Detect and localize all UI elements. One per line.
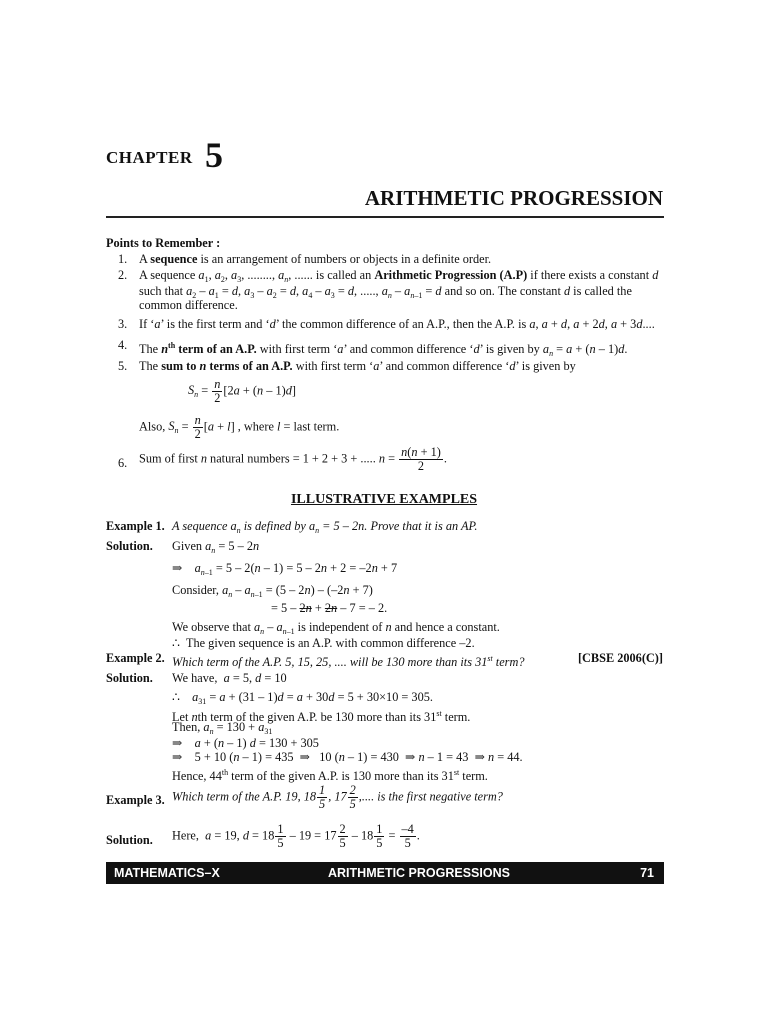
solution-label: Solution. (106, 539, 153, 553)
solution-2-line: Let nth term of the given A.P. be 130 more than its 31st term. (172, 709, 471, 724)
chapter-label: CHAPTER (106, 148, 193, 167)
point-1-text: A sequence is an arrangement of numbers or objects in a definite order. (139, 252, 492, 266)
point-number: 4. (118, 338, 128, 352)
page-number: 71 (640, 866, 654, 880)
point-2-text-line3: common difference. (139, 298, 238, 312)
solution-1-line: ∴ The given sequence is an A.P. with common difference –2. (172, 636, 475, 650)
solution-1-line: = 5 – 2n + 2n – 7 = – 2. (271, 601, 388, 615)
section-title: ILLUSTRATIVE EXAMPLES (290, 492, 478, 507)
point-number: 5. (118, 359, 128, 373)
point-number: 6. (118, 456, 128, 470)
example-label: Example 2. (106, 651, 165, 665)
solution-3-line: Here, a = 19, d = 18 $\frac{1}{5}$ – 19 = 17 $\frac{2}{5}$ – 18 $\frac{1}{5}$ = $\frac{-4}{5}$ . (172, 822, 420, 850)
point-number: 3. (118, 317, 128, 331)
points-heading: Points to Remember : (106, 236, 221, 250)
sum-formula: $S_n$ = $\frac{n}{2}$ [2a + (n – 1)d] (188, 377, 296, 405)
example-1-question: A sequence $a_n$ is defined by $a_n = 5 - 2n$. Prove that it is an AP. (172, 519, 478, 535)
exam-reference: [CBSE 2006(C)] (577, 651, 663, 665)
solution-2-line: ⇒ 5 + 10 (n – 1) = 435 ⇒ 10 (n – 1) = 430 ⇒ n – 1 = 43 ⇒ n = 44. (172, 750, 523, 764)
point-2-text: A sequence $a_1$, $a_2$, $a_3$, ........, $a_n$, ...... is called an Arithmetic Progression (A.P) if there exists a constant d (139, 268, 659, 284)
solution-2-line: Hence, 44th term of the given A.P. is 130 more than its 31st term. (172, 768, 488, 783)
solution-1-line: ⇒ $a_{n-1} = 5 - 2(n - 1) = 5 - 2n + 2 = -2n + 7$ (172, 561, 398, 577)
solution-label: Solution. (106, 671, 153, 685)
solution-2-line: ⇒ a + (n – 1) d = 130 + 305 (172, 736, 319, 750)
point-5-text: The sum to n terms of an A.P. with first term ‘a’ and common difference ‘d’ is given by (139, 359, 576, 373)
point-number: 2. (118, 268, 128, 282)
example-3-question: Which term of the A.P. 19, 18 $\frac{1}{5}$ , 17 $\frac{2}{5}$ ,.... is the first negative term? (172, 783, 503, 811)
point-3-text: If ‘a’ is the first term and ‘d’ the common difference of an A.P., then the A.P. is a, a + d, a + 2d, a + 3d.... (139, 317, 655, 331)
point-2-text-line2: such that $a_2 - a_1 = d$, $a_3 - a_2 = d$, $a_4 - a_3 = d$, ....., $a_n - a_{n-1} = d$ and so on. The constant d is called the (139, 284, 632, 300)
sum-formula-alt: Also, $S_n$ = $\frac{n}{2}$ [a + l] , where l = last term. (139, 413, 340, 441)
page-footer (106, 862, 664, 884)
solution-label: Solution. (106, 833, 153, 847)
solution-2-line: ∴ $a_{31} = a + (31 - 1)d = a + 30d = 5 + 30\times 10 = 305$. (172, 690, 433, 706)
example-2-question: Which term of the A.P. 5, 15, 25, .... will be 130 more than its 31st term? (172, 654, 525, 669)
solution-1-line: Given $a_n = 5 - 2n$ (172, 539, 260, 555)
chapter-title: ARITHMETIC PROGRESSION (364, 186, 663, 210)
point-4-text: The $n^{th}$ term of an A.P. with first term ‘a’ and common difference ‘d’ is given by $a_n = a + (n - 1)d$. (139, 341, 628, 358)
solution-1-line: We observe that $a_n - a_{n-1}$ is independent of n and hence a constant. (172, 620, 500, 636)
chapter-number: 5 (205, 135, 223, 175)
footer-chapter: ARITHMETIC PROGRESSIONS (328, 866, 510, 880)
title-divider (106, 216, 664, 218)
solution-2-line: Then, $a_n = 130 + a_{31}$ (172, 720, 273, 736)
footer-subject: MATHEMATICS–X (114, 866, 220, 880)
example-label: Example 3. (106, 793, 165, 807)
solution-2-line: We have, a = 5, d = 10 (172, 671, 287, 685)
point-number: 1. (118, 252, 128, 266)
solution-1-line: Consider, $a_n - a_{n-1} = (5 - 2n) - (-2n + 7)$ (172, 583, 373, 599)
example-label: Example 1. (106, 519, 165, 533)
point-6-text: Sum of first n natural numbers = 1 + 2 + 3 + ..... n = $\frac{n(n + 1)}{2}$ . (139, 445, 447, 473)
